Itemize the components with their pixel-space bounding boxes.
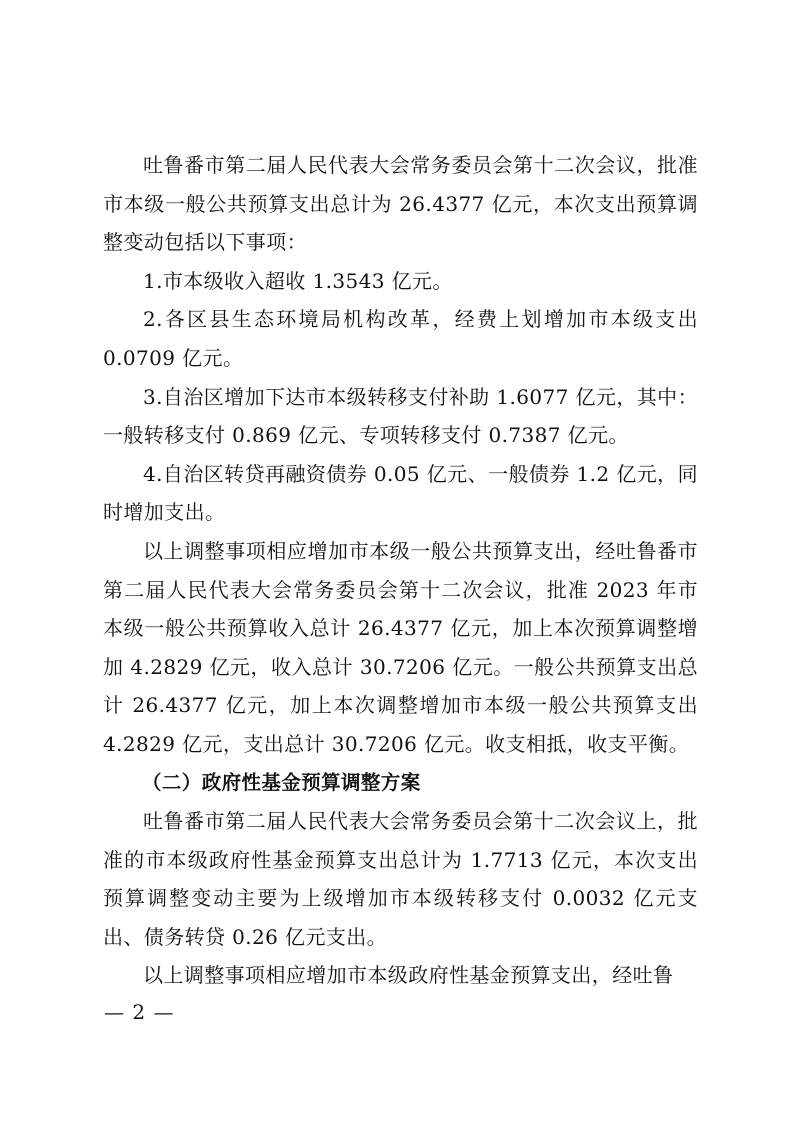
document-body [103, 146, 698, 995]
paragraph-item-3: 3.自治区增加下达市本级转移支付补助 1.6077 亿元，其中：一般转移支付 0.869 亿元、专项转移支付 0.7387 亿元。 [103, 384, 698, 448]
paragraph-item-1: 1.市本级收入超收 1.3543 亿元。 [143, 268, 453, 293]
section-heading: （二）政府性基金预算调整方案 [142, 770, 421, 794]
page-number: — 2 — [104, 1000, 175, 1024]
paragraph-fund-budget: 吐鲁番市第二届人民代表大会常务委员会第十二次会议上，批准的市本级政府性基金预算支出总计为 1.7713 亿元，本次支出预算调整变动主要为上级增加市本级转移支付 0.0032 亿元支出、债务转贷 0.26 亿元支出。 [103, 809, 698, 949]
paragraph-item-4: 4.自治区转贷再融资债券 0.05 亿元、一般债券 1.2 亿元，同时增加支出。 [103, 461, 698, 525]
paragraph-summary: 以上调整事项相应增加市本级一般公共预算支出，经吐鲁番市第二届人民代表大会常务委员会第十二次会议，批准 2023 年市本级一般公共预算收入总计 26.4377 亿元，加上本次预算调整增加 4.2829 亿元，收入总计 30.7206 亿元。一般公共预算支出总计 26.4377 亿元，加上本次调整增加市本级一般公共预算支出 4.2829 亿元，支出总计 30.7206 亿元。收支相抵，收支平衡。 [103, 538, 698, 756]
paragraph-intro: 吐鲁番市第二届人民代表大会常务委员会第十二次会议，批准市本级一般公共预算支出总计为 26.4377 亿元，本次支出预算调整变动包括以下事项： [103, 153, 698, 255]
paragraph-fund-summary: 以上调整事项相应增加市本级政府性基金预算支出，经吐鲁 [143, 963, 674, 988]
paragraph-item-2: 2.各区县生态环境局机构改革，经费上划增加市本级支出 0.0709 亿元。 [103, 307, 698, 370]
